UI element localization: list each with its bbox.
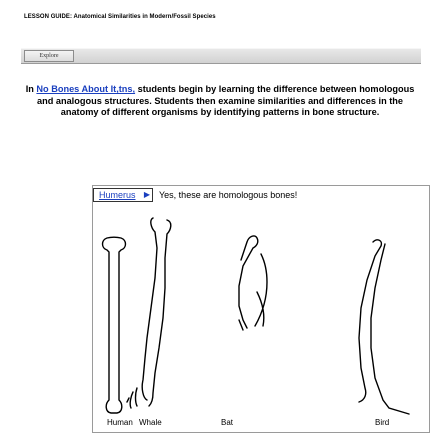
label-whale: Whale xyxy=(139,418,162,427)
result-message: Yes, these are homologous bones! xyxy=(159,190,298,200)
label-bird: Bird xyxy=(375,418,390,427)
bones-illustration xyxy=(93,208,429,418)
intro-prefix: In xyxy=(25,84,37,94)
dropdown-arrow-icon: ▶ xyxy=(143,190,150,199)
whale-humerus-bone xyxy=(127,218,171,408)
bird-humerus-bone xyxy=(359,240,409,414)
lesson-title: LESSON GUIDE: Anatomical Similarities in Modern/Fossil Species xyxy=(24,14,216,20)
label-bat: Bat xyxy=(221,418,234,427)
bat-humerus-bone xyxy=(239,236,267,330)
intro-text: students begin by learning the difference between homologous and analogous structures. Students then examine similarities and differences in the anatomy of different organisms by identifying patterns in bone structure. xyxy=(36,84,415,117)
human-humerus-bone xyxy=(103,237,126,413)
bone-dropdown-value: Humerus xyxy=(99,190,136,200)
tab-explore[interactable]: Explore xyxy=(24,50,74,62)
label-human: Human xyxy=(107,418,133,427)
intro-paragraph xyxy=(25,84,415,119)
intro-link[interactable]: No Bones About It,tns, xyxy=(36,84,136,94)
bone-dropdown[interactable] xyxy=(93,188,153,202)
tab-bar xyxy=(21,48,421,64)
bone-comparison-panel xyxy=(92,185,430,433)
